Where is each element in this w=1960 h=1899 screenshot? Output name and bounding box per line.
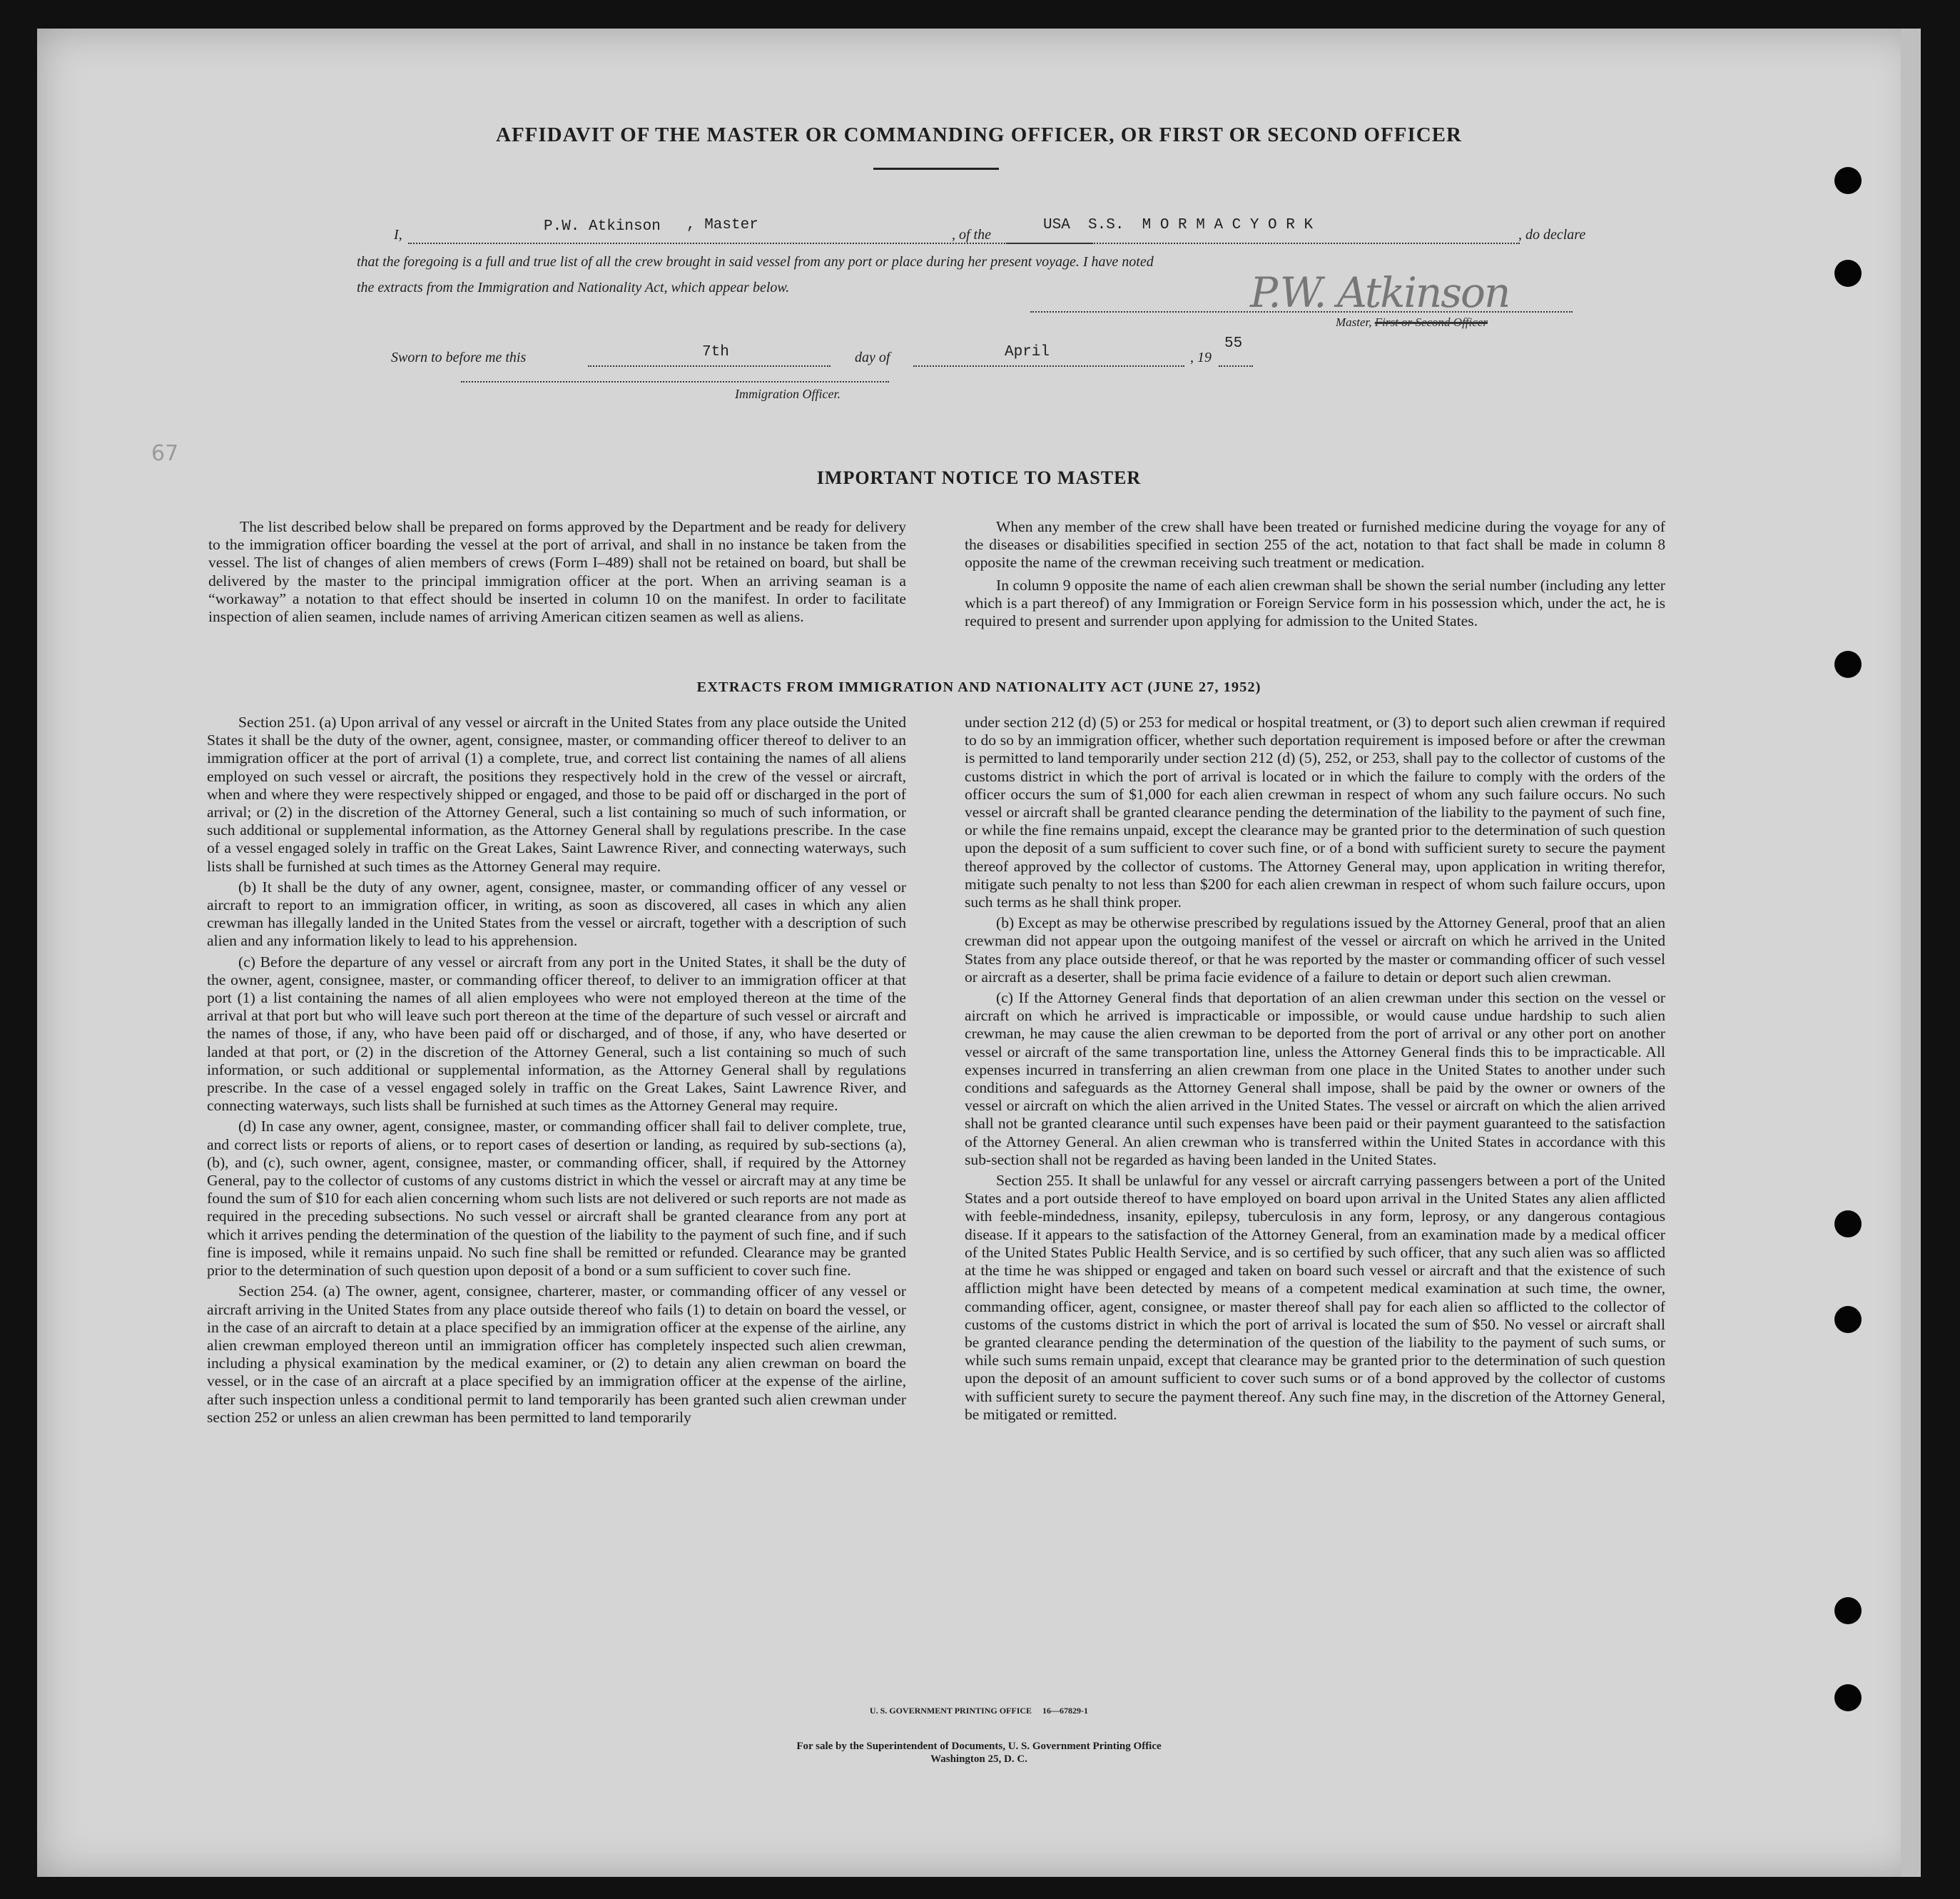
section-paragraph: (c) Before the departure of any vessel or aircraft from any port in the United States, it shall be the duty of the owner, agent, consignee, master, or commanding officer thereof, to deliver to an immigration officer at that port (1) a list containing the names of all alien employees who were not employed thereon at the time of the arrival at that port but who will leave such port thereon at the time of the departure of such vessel or aircraft and the names of those, if any, who have been paid off or discharged, and of those, if any, who have deserted or landed at that port, or (2) in the discretion of the Attorney General, such a list containing so much of such information, or such additional or supplemental information, as the Attorney General shall by regulations prescribe. In the case of a vessel engaged solely in traffic on the Great Lakes, Saint Lawrence River, and connecting waterways, such lists shall be furnished at such times as the Attorney General may require. — [207, 953, 906, 1115]
notice-right-column — [965, 518, 1665, 630]
day-blank — [588, 365, 831, 367]
section-paragraph: Section 251. (a) Upon arrival of any vessel or aircraft in the United States from any place outside the United States it shall be the duty of the owner, agent, consignee, master, or commanding officer thereof to deliver to an immigration officer at the port of arrival (1) a complete, true, and correct list containing the names of all aliens employed on such vessel or aircraft, the positions they respectively hold in the crew of the vessel or aircraft, when and where they were respectively shipped or engaged, and those to be paid off or discharged in the port of arrival; or (2) in the discretion of the Attorney General, such a list containing so much of such information, or such additional or supplemental information, as the Attorney General shall by regulations prescribe. In the case of a vessel engaged solely in traffic on the Great Lakes, Saint Lawrence River, and connecting waterways, such lists shall be furnished at such times as the Attorney General may require. — [207, 714, 906, 875]
section-paragraph: (b) Except as may be otherwise prescribed by regulations issued by the Attorney General, proof that an alien crewman did not appear upon the outgoing manifest of the vessel or aircraft on which he arrived in the United States from any place outside thereof, or that he was reported by the master or commanding officer of such vessel or aircraft as a deserter, shall be prima facie evidence of a failure to detain or deport such alien crewman. — [965, 914, 1665, 986]
immigration-officer-label: Immigration Officer. — [735, 387, 841, 401]
punch-hole — [1834, 1597, 1862, 1624]
punch-hole — [1834, 651, 1862, 678]
sworn-line — [391, 328, 1319, 371]
section-paragraph: (d) In case any owner, agent, consignee, master, or commanding officer shall fail to deliver complete, true, and correct lists or reports of aliens, or to report cases of desertion or landing, as required by sub-sections (a), (b), and (c), such owner, agent, consignee, master, or commanding officer, shall, if required by the Attorney General, pay to the collector of customs of any customs district in which the vessel or aircraft may at any time be found the sum of $10 for each alien concerning whom such lists are not delivered or such reports are not made as required in the preceding subsections. No such vessel or aircraft shall be granted clearance from any port at which it arrives pending the determination of the question of the liability to the payment of such fine, and if such fine is imposed, while it remains unpaid. No such fine shall be remitted or refunded. Clearance may be granted prior to the determination of such question upon deposit of a bond or a sum sufficient to cover such fine. — [207, 1118, 906, 1280]
section-paragraph: Section 255. It shall be unlawful for any vessel or aircraft carrying passengers between a port of the United States and a port outside thereof to have employed on board upon arrival in the United States any alien afflicted with feeble-mindedness, insanity, epilepsy, tuberculosis in any form, leprosy, or any dangerous contagious disease. If it appears to the satisfaction of the Attorney General, from an examination made by a medical officer of the United States Public Health Service, and is so certified by such officer, that any such alien was so afflicted at the time he was shipped or engaged and taken on board such vessel or aircraft and that the existence of such affliction might have been detected by means of a competent medical examination at such time, the owner, commanding officer, agent, consignee, or master thereof shall pay for each alien so afflicted to the collector of customs of the customs district in which the port of arrival is located the sum of $50. No vessel or aircraft shall be granted clearance pending the determination of the question of the liability to the payment of such sums, or while such sums remain unpaid, except that clearance may be granted prior to the determination of such question upon the deposit of an amount sufficient to cover such sums or of a bond approved by the collector of customs with sufficient surety to secure the payment thereof. Any such fine may, in the discretion of the Attorney General, be mitigated or remitted. — [965, 1172, 1665, 1423]
printing-office-line: U. S. GOVERNMENT PRINTING OFFICE 16—67829-1 — [869, 1706, 1089, 1716]
extracts-title: EXTRACTS FROM IMMIGRATION AND NATIONALITY ACT (JUNE 27, 1952) — [696, 679, 1261, 695]
document-page — [37, 29, 1921, 1877]
punch-hole — [1834, 260, 1862, 287]
master-signature: P.W. Atkinson — [1250, 268, 1510, 317]
declarant-name: P.W. Atkinson — [544, 218, 661, 235]
year-prefix: , 19 — [1190, 350, 1212, 365]
notice-paragraph: In column 9 opposite the name of each alien crewman shall be shown the serial number (including any letter which is a part thereof) of any Immigration or Foreign Service form in his possession which, under the act, he is required to present and surrender upon applying for admission to the United States. — [965, 576, 1665, 630]
title-rule — [873, 168, 999, 170]
section-paragraph: Section 254. (a) The owner, agent, consignee, charterer, master, or commanding officer of any vessel or aircraft arriving in the United States from any place outside thereof who fails (1) to detain on board the vessel, or in the case of an aircraft to detain at a place specified by an immigration officer at the expense of the airline, any alien crewman employed thereon until an immigration officer has completely inspected such alien crewman, including a physical examination by the medical examiner, or (2) to detain any alien crewman on board the vessel, or in the case of an aircraft at a place specified by an immigration officer at the expense of the airline, after such inspection unless a conditional permit to land temporarily has been granted such alien crewman under section 252 or unless an alien crewman has been permitted to land temporarily — [207, 1282, 906, 1426]
scan-edge — [1901, 29, 1921, 1877]
for-sale-line-2: Washington 25, D. C. — [930, 1753, 1027, 1765]
statement-line-2: the extracts from the Immigration and Nationality Act, which appear below. — [357, 280, 790, 295]
master-label: Master, — [1336, 315, 1372, 329]
section-paragraph: (c) If the Attorney General finds that deportation of an alien crewman under this section on the vessel or aircraft on which he arrived is impracticable or impossible, or would cause undue hardship to such alien crewman, he may cause the alien crewman to be deported from the port of arrival or any other port on another vessel or aircraft of the same transportation line, unless the Attorney General finds this to be impracticable. All expenses incurred in transferring an alien crewman from one place in the United States to another under such conditions and safeguards as the Attorney General shall impose, shall be paid by the owner or owners of the vessel or aircraft on which the alien arrived in the United States. The vessel or aircraft on which the alien arrived shall not be granted clearance until such expenses have been paid or their payment guaranteed to the satisfaction of the Attorney General. An alien crewman who is transferred within the United States in accordance with this sub-section shall not be regarded as having been landed in the United States. — [965, 989, 1665, 1168]
vessel-blank — [1006, 243, 1520, 244]
notice-paragraph: When any member of the crew shall have been treated or furnished medicine during the voyage for any of the diseases or disabilities specified in section 255 of the act, notation to that fact shall be made in column 8 opposite the name of the crewman receiving such treatment or medication. — [965, 518, 1665, 572]
declaration-line — [394, 211, 1650, 243]
immigration-officer-line — [461, 381, 889, 383]
year-blank — [1219, 365, 1253, 367]
punch-hole — [1834, 167, 1862, 194]
struck-officer-label: First or Second Officer — [1374, 315, 1488, 329]
section-paragraph: (b) It shall be the duty of any owner, agent, consignee, master, or commanding officer of any vessel or aircraft to report to an immigration officer, in writing, as soon as discovered, all cases in which any alien crewman has illegally landed in the United States from the vessel or aircraft, together with a description of such alien and any information likely to lead to his apprehension. — [207, 878, 906, 950]
sworn-month: April — [1005, 344, 1050, 360]
sworn-day: 7th — [702, 344, 729, 360]
for-sale-line-1: For sale by the Superintendent of Documents, U. S. Government Printing Office — [796, 1741, 1162, 1752]
i-label: I, — [394, 227, 402, 243]
notice-left-column — [208, 518, 906, 626]
of-the-label: , of the — [952, 227, 991, 243]
punch-hole — [1834, 1306, 1862, 1333]
section-paragraph: under section 212 (d) (5) or 253 for medical or hospital treatment, or (3) to deport such alien crewman if required to do so by an immigration officer, whether such deportation requirement is imposed before or after the crewman is permitted to land temporarily under section 212 (d) (5), 252, or 253, shall pay to the collector of customs of the customs district in which the port of arrival is located or in which the failure to comply with the orders of the officer occurs the sum of $1,000 for each alien crewman in respect of whom any such failure occurs. No such vessel or aircraft shall be granted clearance pending the determination of the liability to the payment of such fine, or while the fine remains unpaid, except the clearance may be granted prior to the determination of such question upon the deposit of a sum sufficient to cover such fine, or of a bond with sufficient surety to secure the payment thereof approved by the collector of customs. The Attorney General may, upon application in writing therefor, mitigate such penalty to not less than $200 for each alien crewman in respect of whom such failure occurs, upon such terms as he shall think proper. — [965, 714, 1665, 911]
extracts-left-column — [207, 714, 906, 1427]
declarant-title: , Master — [686, 217, 758, 233]
statement-line-1: that the foregoing is a full and true list of all the crew brought in said vessel from any port or place during her present voyage. I have noted — [357, 254, 1154, 270]
extracts-right-column — [965, 714, 1665, 1424]
affidavit-title: AFFIDAVIT OF THE MASTER OR COMMANDING OFFICER, OR FIRST OR SECOND OFFICER — [496, 123, 1462, 146]
day-of-label: day of — [855, 350, 890, 365]
sworn-label: Sworn to before me this — [391, 350, 527, 365]
do-declare-label: , do declare — [1518, 227, 1586, 243]
month-blank — [913, 365, 1184, 367]
sworn-year: 55 — [1224, 335, 1243, 352]
punch-hole — [1834, 1210, 1862, 1237]
vessel-name: USA S.S. M O R M A C Y O R K — [1043, 217, 1314, 233]
notice-paragraph: The list described below shall be prepared on forms approved by the Department and be ready for delivery to the immigration officer boarding the vessel at the port of arrival, and shall in no instance be taken from the vessel. The list of changes of alien members of crews (Form I–489) shall not be retained on board, but shall be delivered by the master to the principal immigration officer at the port. When an arriving seaman is a “workaway” a notation to that effect should be inserted in column 10 on the manifest. In order to facilitate inspection of alien seamen, include names of arriving American citizen seamen as well as aliens. — [208, 518, 906, 626]
master-label-row — [1336, 315, 1488, 330]
notice-title: IMPORTANT NOTICE TO MASTER — [816, 467, 1142, 488]
margin-note: 67 — [151, 441, 179, 466]
